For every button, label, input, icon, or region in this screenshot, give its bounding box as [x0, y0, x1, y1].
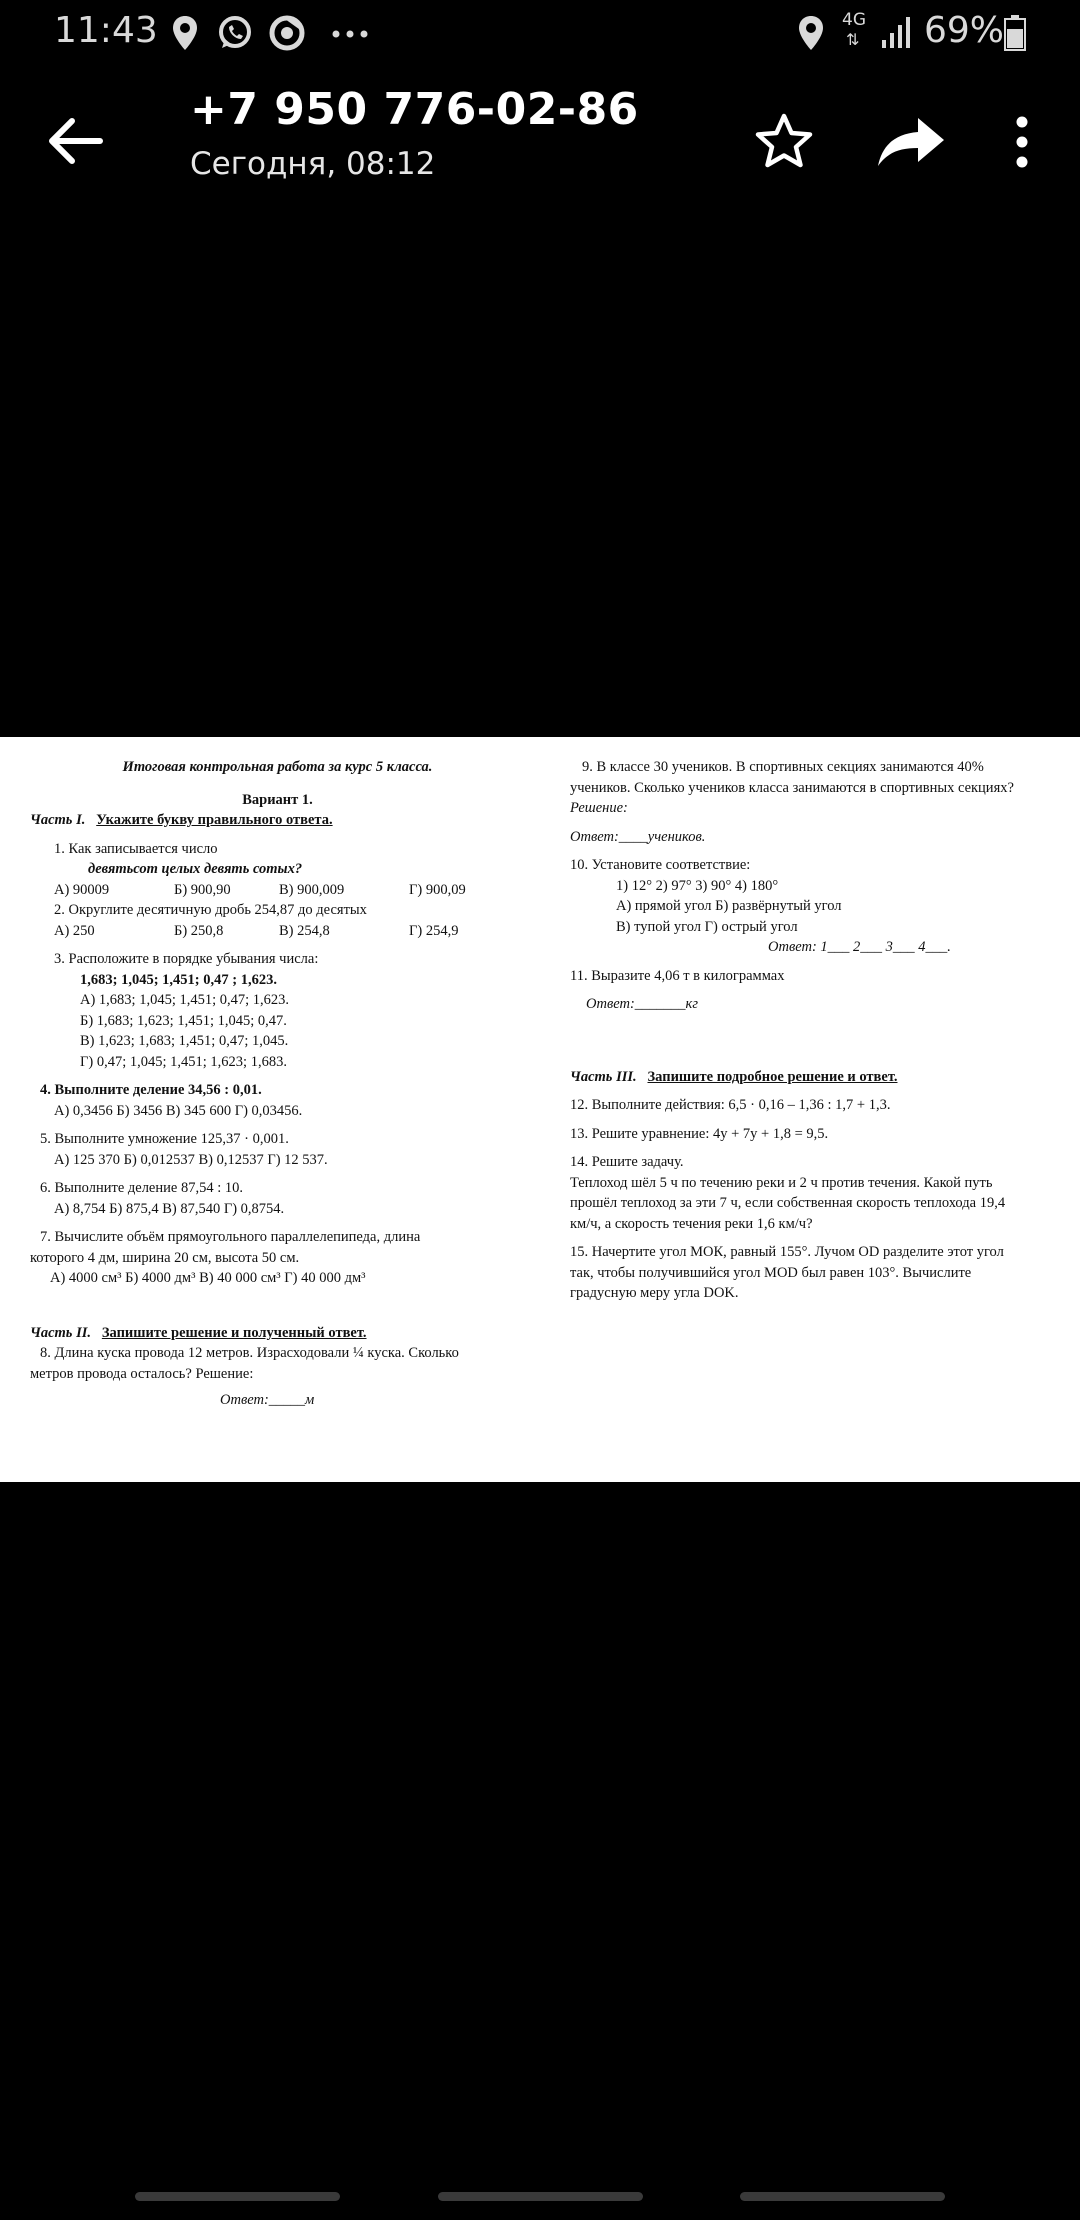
nav-back-button[interactable] — [740, 2192, 945, 2201]
variant: Вариант 1. — [242, 791, 313, 808]
question-9-cont: учеников. Сколько учеников класса занимаются в спортивных секциях? — [570, 779, 1014, 796]
more-dots-icon — [330, 14, 370, 52]
question-11-answer: Ответ:_______кг — [586, 996, 698, 1012]
back-arrow-icon[interactable] — [40, 106, 110, 176]
location-icon — [170, 14, 200, 52]
question-8-solution: метров провода осталось? Решение: — [30, 1365, 254, 1382]
nav-recents-button[interactable] — [135, 2192, 340, 2201]
question-9-answer: Ответ:____учеников. — [570, 828, 706, 845]
question-4: 4. Выполните деление 34,56 : 0,01. — [40, 1082, 262, 1098]
question-3-numbers: 1,683; 1,045; 1,451; 0,47 ; 1,623. — [80, 971, 277, 988]
attached-photo[interactable] — [0, 737, 1080, 1482]
question-8-answer: Ответ:_____м — [220, 1392, 315, 1408]
question-10-types-1: А) прямой угол Б) развёрнутый угол — [616, 898, 842, 914]
question-6: 6. Выполните деление 87,54 : 10. — [40, 1180, 243, 1196]
question-3-option-c: В) 1,623; 1,683; 1,451; 0,47; 1,045. — [80, 1033, 289, 1049]
question-3-option-b: Б) 1,683; 1,623; 1,451; 1,045; 0,47. — [80, 1012, 287, 1029]
question-1-number: девятьсот целых девять сотых? — [88, 861, 303, 877]
part1-heading: Часть I. Укажите букву правильного ответа. — [30, 812, 333, 828]
question-3: 3. Расположите в порядке убывания числа: — [54, 951, 319, 967]
question-2: 2. Округлите десятичную дробь 254,87 до десятых — [54, 902, 367, 918]
battery-icon — [1004, 14, 1026, 52]
question-2-options: А) 250 Б) 250,8 В) 254,8 Г) 254,9 — [54, 922, 459, 939]
question-9-solution: Решение: — [570, 800, 628, 816]
question-7-options: А) 4000 см³ Б) 4000 дм³ В) 40 000 см³ Г) 40 000 дм³ — [50, 1270, 366, 1286]
question-15: 15. Начертите угол МОК, равный 155°. Лучом OD разделите этот угол — [570, 1244, 1004, 1260]
navigation-bar — [0, 2190, 1080, 2220]
question-13: 13. Решите уравнение: 4у + 7у + 1,8 = 9,5. — [570, 1125, 829, 1142]
question-14: 14. Решите задачу. — [570, 1154, 684, 1170]
question-3-option-d: Г) 0,47; 1,045; 1,451; 1,623; 1,683. — [80, 1053, 287, 1070]
status-bar — [0, 0, 1080, 64]
question-12: 12. Выполните действия: 6,5 · 0,16 – 1,36 : 1,7 + 1,3. — [570, 1097, 891, 1113]
whatsapp-icon — [216, 14, 254, 52]
share-icon[interactable] — [874, 110, 948, 174]
question-11: 11. Выразите 4,06 т в килограммах — [570, 967, 785, 984]
question-15-text-2: так, чтобы получившийся угол MOD был равен 103°. Вычислите — [570, 1264, 972, 1281]
question-1: 1. Как записывается число — [54, 840, 218, 857]
question-14-text-2: прошёл теплоход за эти 7 ч, если собственная скорость теплохода 19,4 — [570, 1195, 1006, 1211]
message-date: Сегодня, 08:12 — [190, 146, 436, 182]
question-3-option-a: А) 1,683; 1,045; 1,451; 0,47; 1,623. — [80, 992, 290, 1008]
worksheet-right-column — [570, 757, 1070, 1304]
network-type: 4G — [842, 10, 866, 30]
worksheet-left-column — [30, 757, 525, 1411]
question-10-types-2: В) тупой угол Г) острый угол — [616, 918, 798, 935]
part3-heading: Часть III. Запишите подробное решение и ответ. — [570, 1068, 898, 1085]
question-9: 9. В классе 30 учеников. В спортивных секциях занимаются 40% — [582, 759, 984, 775]
nav-home-button[interactable] — [438, 2192, 643, 2201]
status-time: 11:43 — [54, 10, 158, 51]
star-icon[interactable] — [752, 110, 816, 174]
question-7-dimensions: которого 4 дм, ширина 20 см, высота 50 см. — [30, 1249, 300, 1266]
question-10: 10. Установите соответствие: — [570, 857, 751, 873]
chrome-icon — [268, 14, 306, 52]
part2-heading: Часть II. Запишите решение и полученный ответ. — [30, 1324, 367, 1341]
question-10-answer: Ответ: 1___ 2___ 3___ 4___. — [768, 939, 951, 955]
question-14-text-3: км/ч, а скорость течения реки 1,6 км/ч? — [570, 1215, 813, 1232]
app-bar — [0, 70, 1080, 200]
question-5: 5. Выполните умножение 125,37 · 0,001. — [40, 1131, 289, 1147]
signal-icon — [880, 14, 912, 50]
doc-title: Итоговая контрольная работа за курс 5 класса. — [122, 759, 433, 775]
location-icon — [796, 14, 826, 52]
question-10-angles: 1) 12° 2) 97° 3) 90° 4) 180° — [616, 877, 779, 894]
contact-title: +7 950 776-02-86 — [190, 84, 639, 135]
question-6-options: А) 8,754 Б) 875,4 В) 87,540 Г) 0,8754. — [54, 1200, 285, 1217]
question-4-options: А) 0,3456 Б) 3456 В) 345 600 Г) 0,03456. — [54, 1102, 303, 1119]
data-arrows-icon: ⇅ — [846, 30, 860, 49]
more-vertical-icon[interactable] — [1000, 110, 1044, 174]
question-14-text-1: Теплоход шёл 5 ч по течению реки и 2 ч против течения. Какой путь — [570, 1174, 993, 1191]
question-8: 8. Длина куска провода 12 метров. Израсходовали ¼ куска. Сколько — [40, 1345, 459, 1361]
question-15-text-3: градусную меру угла DOK. — [570, 1285, 739, 1301]
question-1-options: А) 90009 Б) 900,90 В) 900,009 Г) 900,09 — [54, 881, 466, 898]
question-5-options: А) 125 370 Б) 0,012537 В) 0,12537 Г) 12 537. — [54, 1151, 328, 1168]
battery-percent: 69% — [924, 10, 1005, 51]
question-7: 7. Вычислите объём прямоугольного параллелепипеда, длина — [40, 1229, 421, 1245]
